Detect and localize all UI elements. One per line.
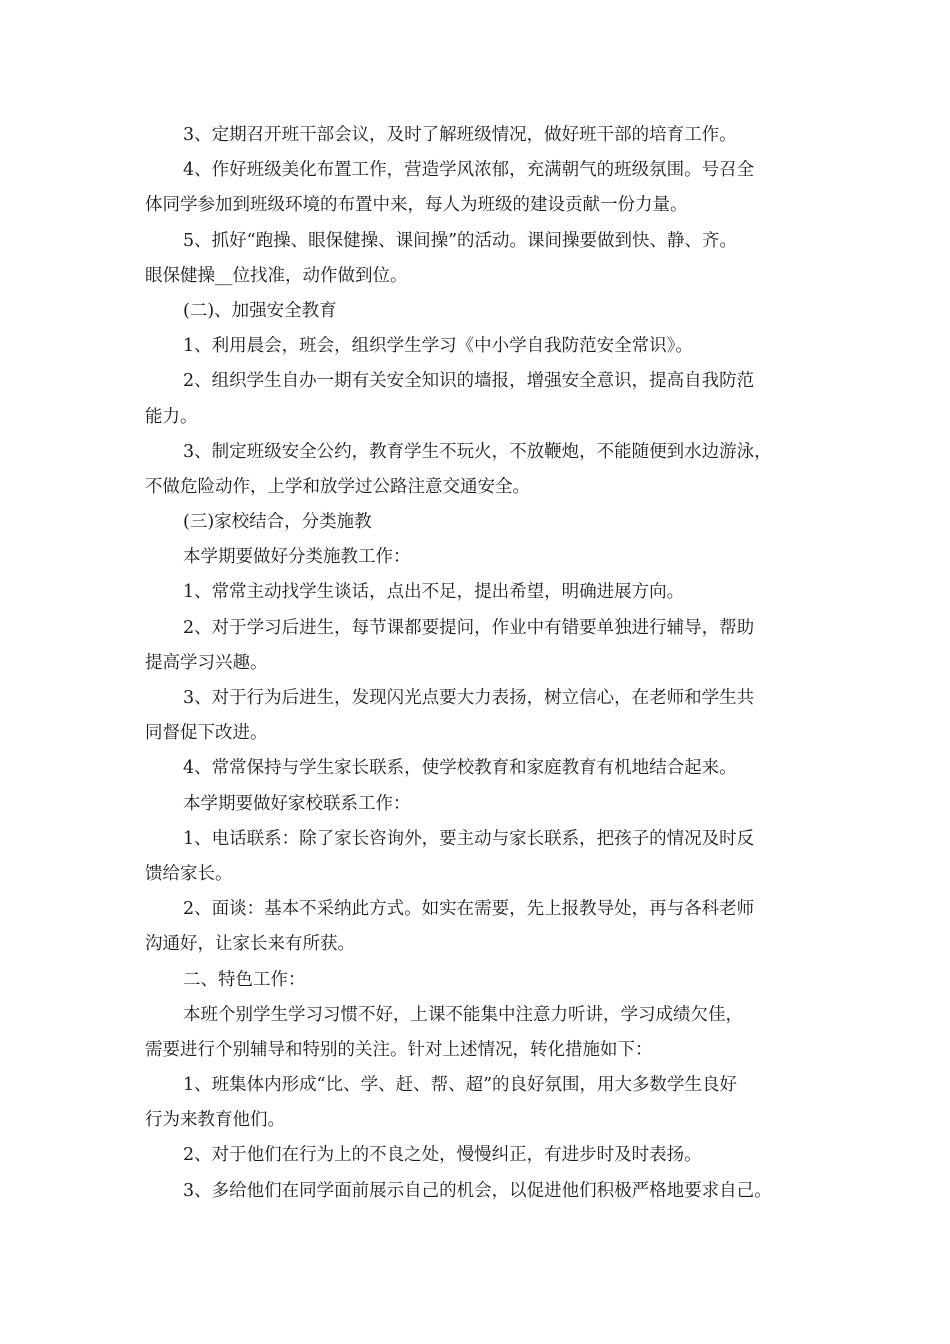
section-heading: (二)、加强安全教育 xyxy=(183,300,337,321)
text-line: 4、作好班级美化布置工作，营造学风浓郁，充满朝气的班级氛围。号召全 xyxy=(183,160,755,181)
text-line: 提高学习兴趣。 xyxy=(145,652,268,673)
text-line: 不做危险动作，上学和放学过公路注意交通安全。 xyxy=(145,476,530,497)
document-body xyxy=(145,118,820,1209)
text-line: 1、电话联系：除了家长咨询外，要主动与家长联系，把孩子的情况及时反 xyxy=(183,828,755,849)
text-line: 3、定期召开班干部会议，及时了解班级情况，做好班干部的培育工作。 xyxy=(183,125,737,145)
text-line: 本学期要做好家校联系工作： xyxy=(183,793,411,814)
section-heading: (三)家校结合，分类施教 xyxy=(183,512,372,533)
text-line: 3、制定班级安全公约，教育学生不玩火，不放鞭炮，不能随便到水边游泳， xyxy=(183,441,772,462)
text-line: 2、对于学习后进生，每节课都要提问，作业中有错要单独进行辅导，帮助 xyxy=(183,617,755,638)
text-line: 4、常常保持与学生家长联系，使学校教育和家庭教育有机地结合起来。 xyxy=(183,758,737,779)
text-line: 1、利用晨会，班会，组织学生学习《中小学自我防范安全常识》。 xyxy=(183,336,693,357)
text-line: 2、面谈：基本不采纳此方式。如实在需要，先上报教导处，再与各科老师 xyxy=(183,899,755,920)
text-line: 本班个别学生学习习惯不好，上课不能集中注意力听讲，学习成绩欠佳， xyxy=(183,1004,743,1025)
text-line: 能力。 xyxy=(145,406,198,427)
text-line: 行为来教育他们。 xyxy=(145,1110,285,1131)
text-line: 同督促下改进。 xyxy=(145,723,268,744)
text-line: 1、常常主动找学生谈话，点出不足，提出希望，明确进展方向。 xyxy=(183,582,685,603)
text-line: 2、对于他们在行为上的不良之处，慢慢纠正，有进步时及时表扬。 xyxy=(183,1145,702,1166)
text-line: 本学期要做好分类施教工作： xyxy=(183,547,411,568)
text-line: 体同学参加到班级环境的布置中来，每人为班级的建设贡献一份力量。 xyxy=(145,195,688,216)
text-line: 3、对于行为后进生，发现闪光点要大力表扬，树立信心，在老师和学生共 xyxy=(183,688,755,708)
section-heading: 二、特色工作： xyxy=(183,969,306,990)
text-line: 2、组织学生自办一期有关安全知识的墙报，增强安全意识，提高自我防范 xyxy=(183,371,755,392)
text-line: 需要进行个别辅导和特别的关注。针对上述情况，转化措施如下： xyxy=(145,1039,653,1060)
text-line: 1、班集体内形成“比、学、赶、帮、超”的良好氛围，用大多数学生良好 xyxy=(183,1075,738,1096)
text-line: 眼保健操__位找准，动作做到位。 xyxy=(145,265,408,286)
text-line: 沟通好，让家长来有所获。 xyxy=(145,934,355,955)
text-lines xyxy=(145,118,820,1209)
text-line: 5、抓好“跑操、眼保健操、课间操”的活动。课间操要做到快、静、齐。 xyxy=(183,230,738,251)
text-line: 馈给家长。 xyxy=(145,863,233,884)
text-line: 3、多给他们在同学面前展示自己的机会，以促进他们积极严格地要求自己。 xyxy=(183,1180,772,1201)
